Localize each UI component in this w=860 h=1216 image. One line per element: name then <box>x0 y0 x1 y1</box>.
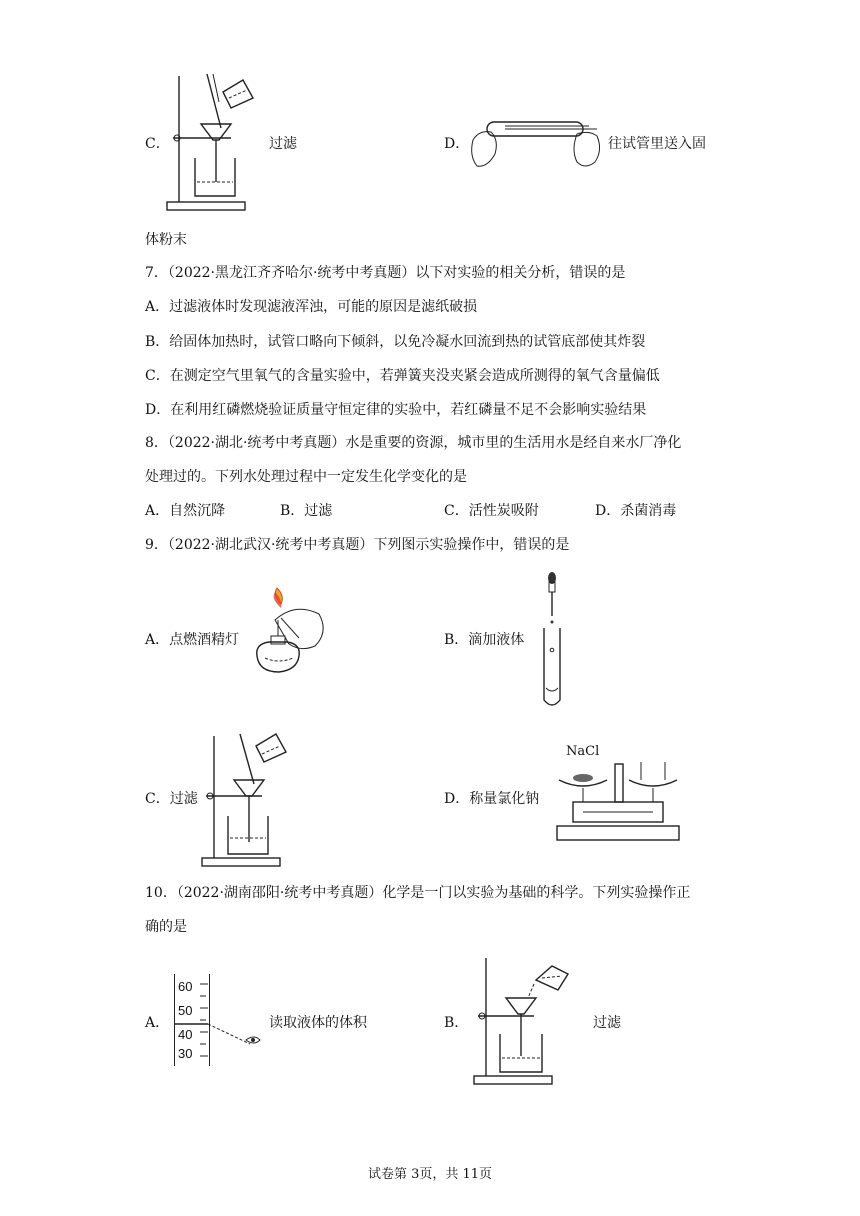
q9-stem: 9．（2022·湖北武汉·统考中考真题）下列图示实验操作中，错误的是 <box>145 537 570 553</box>
q10-option-a-text: 读取液体的体积 <box>269 1015 367 1031</box>
cylinder-tick-50: 50 <box>178 1003 193 1018</box>
q7-option-d: D．在利用红磷燃烧验证质量守恒定律的实验中，若红磷量不足不会影响实验结果 <box>145 402 647 418</box>
cylinder-tick-60: 60 <box>178 979 193 994</box>
q9-option-d-label: D．称量氯化钠 <box>444 791 540 807</box>
q9-option-a-label: A．点燃酒精灯 <box>145 632 240 648</box>
q6-option-c-letter: C． <box>145 136 170 152</box>
q7-option-c: C．在测定空气里氧气的含量实验中，若弹簧夹没夹紧会造成所测得的氧气含量偏低 <box>145 368 660 384</box>
q10-option-b-text: 过滤 <box>593 1015 621 1031</box>
q8-stem-line1: 8．（2022·湖北·统考中考真题）水是重要的资源，城市里的生活用水是经自来水厂净化 <box>145 435 682 451</box>
test-tube-powder-figure <box>465 110 605 176</box>
q6-option-c-text: 过滤 <box>269 136 297 152</box>
q7-stem: 7．（2022·黑龙江齐齐哈尔·统考中考真题）以下对实验的相关分析，错误的是 <box>145 265 626 281</box>
q8-option-b: B．过滤 <box>280 503 333 519</box>
q9-option-b-label: B．滴加液体 <box>444 632 525 648</box>
q9-option-c-label: C．过滤 <box>145 791 198 807</box>
filtration-figure-3 <box>472 954 582 1088</box>
q6-option-d-text-cont: 体粉末 <box>145 232 187 248</box>
cylinder-tick-40: 40 <box>178 1027 193 1042</box>
q10-stem-line1: 10．（2022·湖南邵阳·统考中考真题）化学是一门以实验为基础的科学。下列实验操作正 <box>145 885 691 901</box>
alcohol-lamp-lighting-figure <box>245 592 335 688</box>
q6-option-d-text: 往试管里送入固 <box>608 136 706 152</box>
q7-option-a: A．过滤液体时发现滤液浑浊，可能的原因是滤纸破损 <box>145 299 478 315</box>
q10-stem-line2: 确的是 <box>145 919 187 935</box>
filtration-apparatus-figure <box>165 72 255 212</box>
q7-option-b: B．给固体加热时，试管口略向下倾斜，以免冷凝水回流到热的试管底部使其炸裂 <box>145 334 646 350</box>
q10-option-a-letter: A． <box>145 1015 170 1031</box>
balance-scale-figure <box>553 758 683 842</box>
nacl-label: NaCl <box>566 744 600 759</box>
q8-option-c: C．活性炭吸附 <box>444 503 539 519</box>
cylinder-ticks-and-eye-figure <box>196 980 266 1070</box>
page-footer: 试卷第 3页，共 11页 <box>367 1167 493 1182</box>
q8-option-d: D．杀菌消毒 <box>595 503 677 519</box>
cylinder-tick-30: 30 <box>178 1046 193 1061</box>
dropper-test-tube-figure <box>538 572 568 710</box>
q8-stem-line2: 处理过的。下列水处理过程中一定发生化学变化的是 <box>145 469 467 485</box>
filtration-figure-2 <box>200 732 290 870</box>
q10-option-b-letter: B． <box>444 1015 469 1031</box>
q6-option-d-letter: D． <box>444 136 470 152</box>
q8-option-a: A．自然沉降 <box>145 503 226 519</box>
